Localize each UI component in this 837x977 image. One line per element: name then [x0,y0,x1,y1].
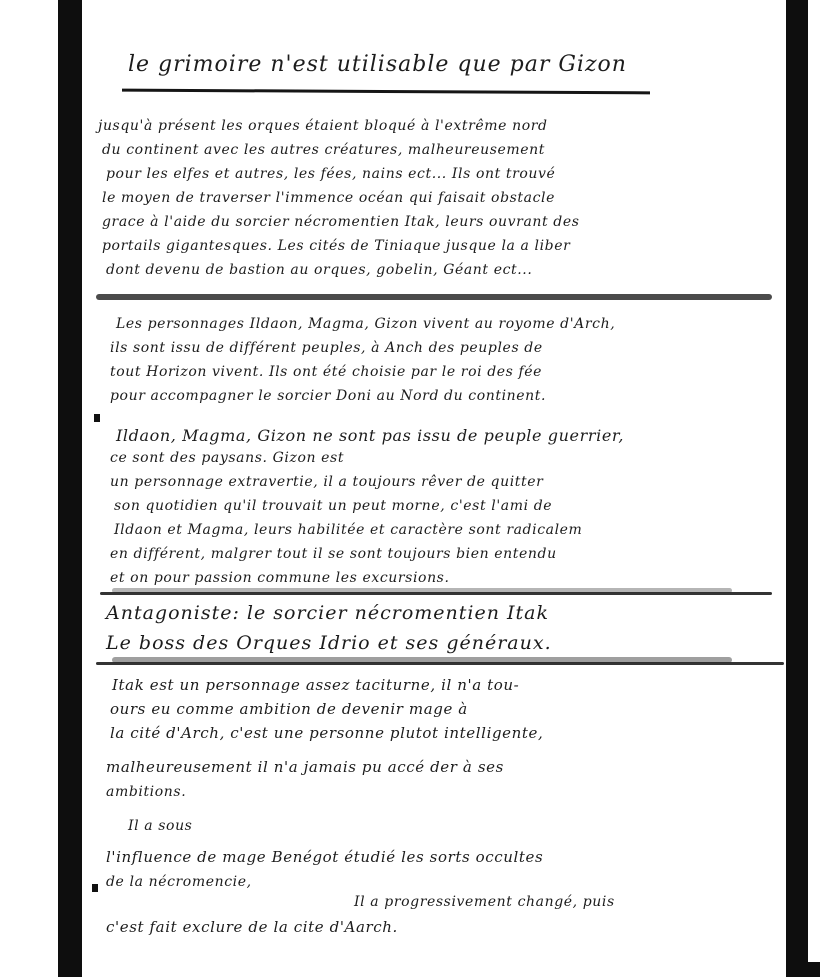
text-line: ours eu comme ambition de devenir mage à [110,700,468,718]
section-divider-shadow [112,657,732,663]
title-underline [122,89,650,95]
text-line: de la nécromencie, [106,874,252,890]
right-scan-border [786,0,808,977]
text-line: pour accompagner le sorcier Doni au Nord du continent. [110,388,547,404]
text-line: en différent, malgrer tout il se sont toujours bien entendu [110,546,557,562]
text-line: le moyen de traverser l'immence océan qui faisait obstacle [102,190,555,206]
handwritten-page [82,0,786,977]
text-line: c'est fait exclure de la cite d'Aarch. [106,918,398,936]
text-line: Il a sous [128,818,193,834]
antagonist-heading: Antagoniste: le sorcier nécromentien Itak [106,602,549,624]
page-title: le grimoire n'est utilisable que par Gizon [128,52,627,77]
text-line: ils sont issu de différent peuples, à Anch des peuples de [110,340,543,356]
text-line: Les personnages Ildaon, Magma, Gizon vivent au royome d'Arch, [116,316,616,332]
text-line: Itak est un personnage assez taciturne, il n'a tou- [112,676,520,694]
text-line: portails gigantesques. Les cités de Tiniaque jusque la a liber [102,238,571,254]
text-line: tout Horizon vivent. Ils ont été choisie par le roi des fée [110,364,543,380]
margin-mark [92,884,98,892]
margin-mark [94,414,100,422]
text-line: malheureusement il n'a jamais pu accé der à ses [106,758,504,776]
left-scan-border [58,0,82,977]
section-divider-shadow [112,588,732,593]
text-line: un personnage extravertie, il a toujours rêver de quitter [110,474,544,490]
text-line: ambitions. [106,784,187,800]
text-line: et on pour passion commune les excursions. [110,570,450,586]
text-line: jusqu'à présent les orques étaient bloqué à l'extrême nord [98,118,548,134]
text-line: l'influence de mage Benégot étudié les sorts occultes [106,848,544,866]
antagonist-heading: Le boss des Orques Idrio et ses généraux. [106,632,552,654]
section-divider [96,294,772,300]
text-line: grace à l'aide du sorcier nécromentien Itak, leurs ouvrant des [102,214,580,230]
text-line: dont devenu de bastion au orques, gobelin, Géant ect... [106,262,533,278]
text-line: du continent avec les autres créatures, malheureusement [102,142,545,158]
text-line: ce sont des paysans. Gizon est [110,450,345,466]
text-line: la cité d'Arch, c'est une personne plutot intelligente, [110,724,544,742]
text-line: son quotidien qu'il trouvait un peut morne, c'est l'ami de [114,498,553,514]
text-line: pour les elfes et autres, les fées, nains ect... Ils ont trouvé [106,166,556,182]
text-line: Ildaon et Magma, leurs habilitée et caractère sont radicalem [114,522,583,538]
text-line: Il a progressivement changé, puis [354,894,615,910]
text-line: Ildaon, Magma, Gizon ne sont pas issu de peuple guerrier, [116,426,625,445]
